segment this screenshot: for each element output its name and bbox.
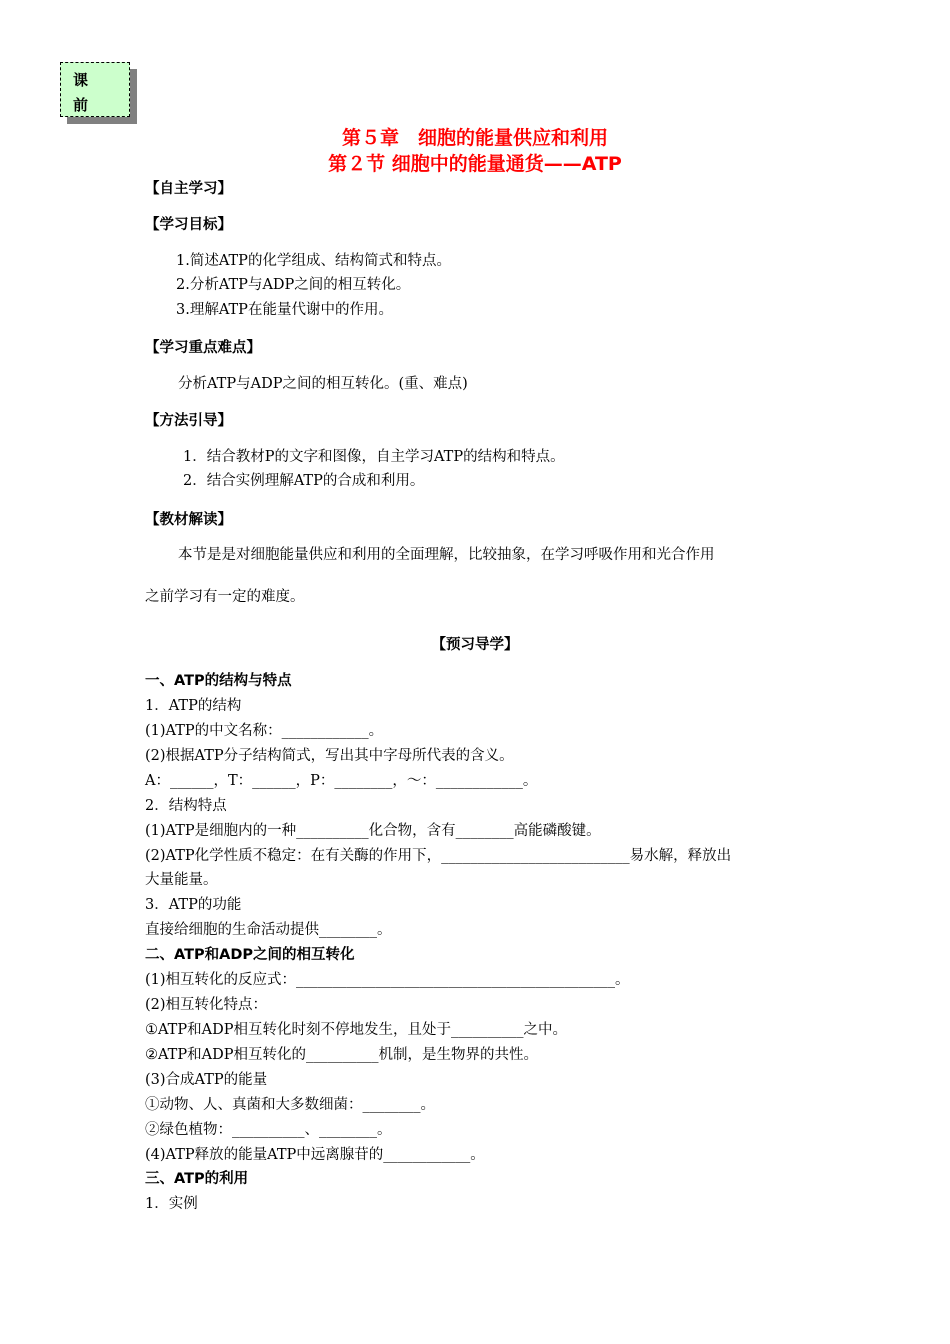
- objective-2: 2.分析ATP与ADP之间的相互转化。: [176, 277, 411, 293]
- line-conv-features: (2)相互转化特点：: [145, 997, 268, 1013]
- chapter-title: 第５章 细胞的能量供应和利用: [341, 127, 608, 149]
- line-energy: 大量能量。: [145, 872, 218, 888]
- tag-char-1: 课: [73, 71, 89, 89]
- section-title: 第２节 细胞中的能量通货——ATP: [328, 153, 622, 175]
- line-synth-energy: (3)合成ATP的能量: [145, 1072, 268, 1088]
- objective-3: 3.理解ATP在能量代谢中的作用。: [176, 302, 393, 318]
- line-examples: 1．实例: [145, 1196, 198, 1212]
- section-3-heading: 三、ATP的利用: [145, 1171, 249, 1187]
- objective-1: 1.简述ATP的化学组成、结构简式和特点。: [176, 253, 451, 269]
- line-release: (4)ATP释放的能量ATP中远离腺苷的____________。: [145, 1147, 485, 1163]
- method-1: 1．结合教材P的文字和图像，自主学习ATP的结构和特点。: [183, 449, 565, 465]
- section-2-heading: 二、ATP和ADP之间的相互转化: [145, 947, 355, 963]
- heading-preview: 【预习导学】: [431, 637, 519, 653]
- pre-class-tag: [60, 62, 130, 117]
- line-features: 2．结构特点: [145, 798, 227, 814]
- line-function: 3．ATP的功能: [145, 897, 242, 913]
- key-point-text: 分析ATP与ADP之间的相互转化。(重、难点): [178, 376, 468, 392]
- line-compound: (1)ATP是细胞内的一种__________化合物，含有________高能磷酸键。: [145, 823, 601, 839]
- line-letters: A：______，T：______，P：________，～：____________。: [145, 773, 538, 789]
- line-structure: 1．ATP的结构: [145, 698, 242, 714]
- line-reaction: (1)相互转化的反应式：____________________________________________。: [145, 972, 630, 988]
- line-animals: ①动物、人、真菌和大多数细菌：________。: [145, 1097, 435, 1113]
- heading-textbook: 【教材解读】: [145, 512, 232, 528]
- textbook-para-1: 本节是是对细胞能量供应和利用的全面理解，比较抽象，在学习呼吸作用和光合作用: [178, 547, 715, 563]
- line-formula: (2)根据ATP分子结构简式，写出其中字母所代表的含义。: [145, 748, 514, 764]
- heading-objectives: 【学习目标】: [145, 217, 232, 233]
- line-provide: 直接给细胞的生命活动提供________。: [145, 922, 392, 938]
- line-conv-1: ①ATP和ADP相互转化时刻不停地发生，且处于__________之中。: [145, 1022, 567, 1038]
- line-unstable: (2)ATP化学性质不稳定：在有关酶的作用下，__________________________易水解，释放出: [145, 848, 732, 864]
- method-2: 2．结合实例理解ATP的合成和利用。: [183, 473, 425, 489]
- section-1-heading: 一、ATP的结构与特点: [145, 673, 292, 689]
- line-plants: ②绿色植物：__________、________。: [145, 1122, 392, 1138]
- line-cn-name: (1)ATP的中文名称：____________。: [145, 723, 384, 739]
- tag-char-2: 前: [73, 96, 89, 114]
- heading-self-study: 【自主学习】: [145, 181, 232, 197]
- heading-key-points: 【学习重点难点】: [145, 340, 261, 356]
- line-conv-2: ②ATP和ADP相互转化的__________机制，是生物界的共性。: [145, 1047, 538, 1063]
- heading-method: 【方法引导】: [145, 413, 232, 429]
- textbook-para-2: 之前学习有一定的难度。: [145, 589, 305, 605]
